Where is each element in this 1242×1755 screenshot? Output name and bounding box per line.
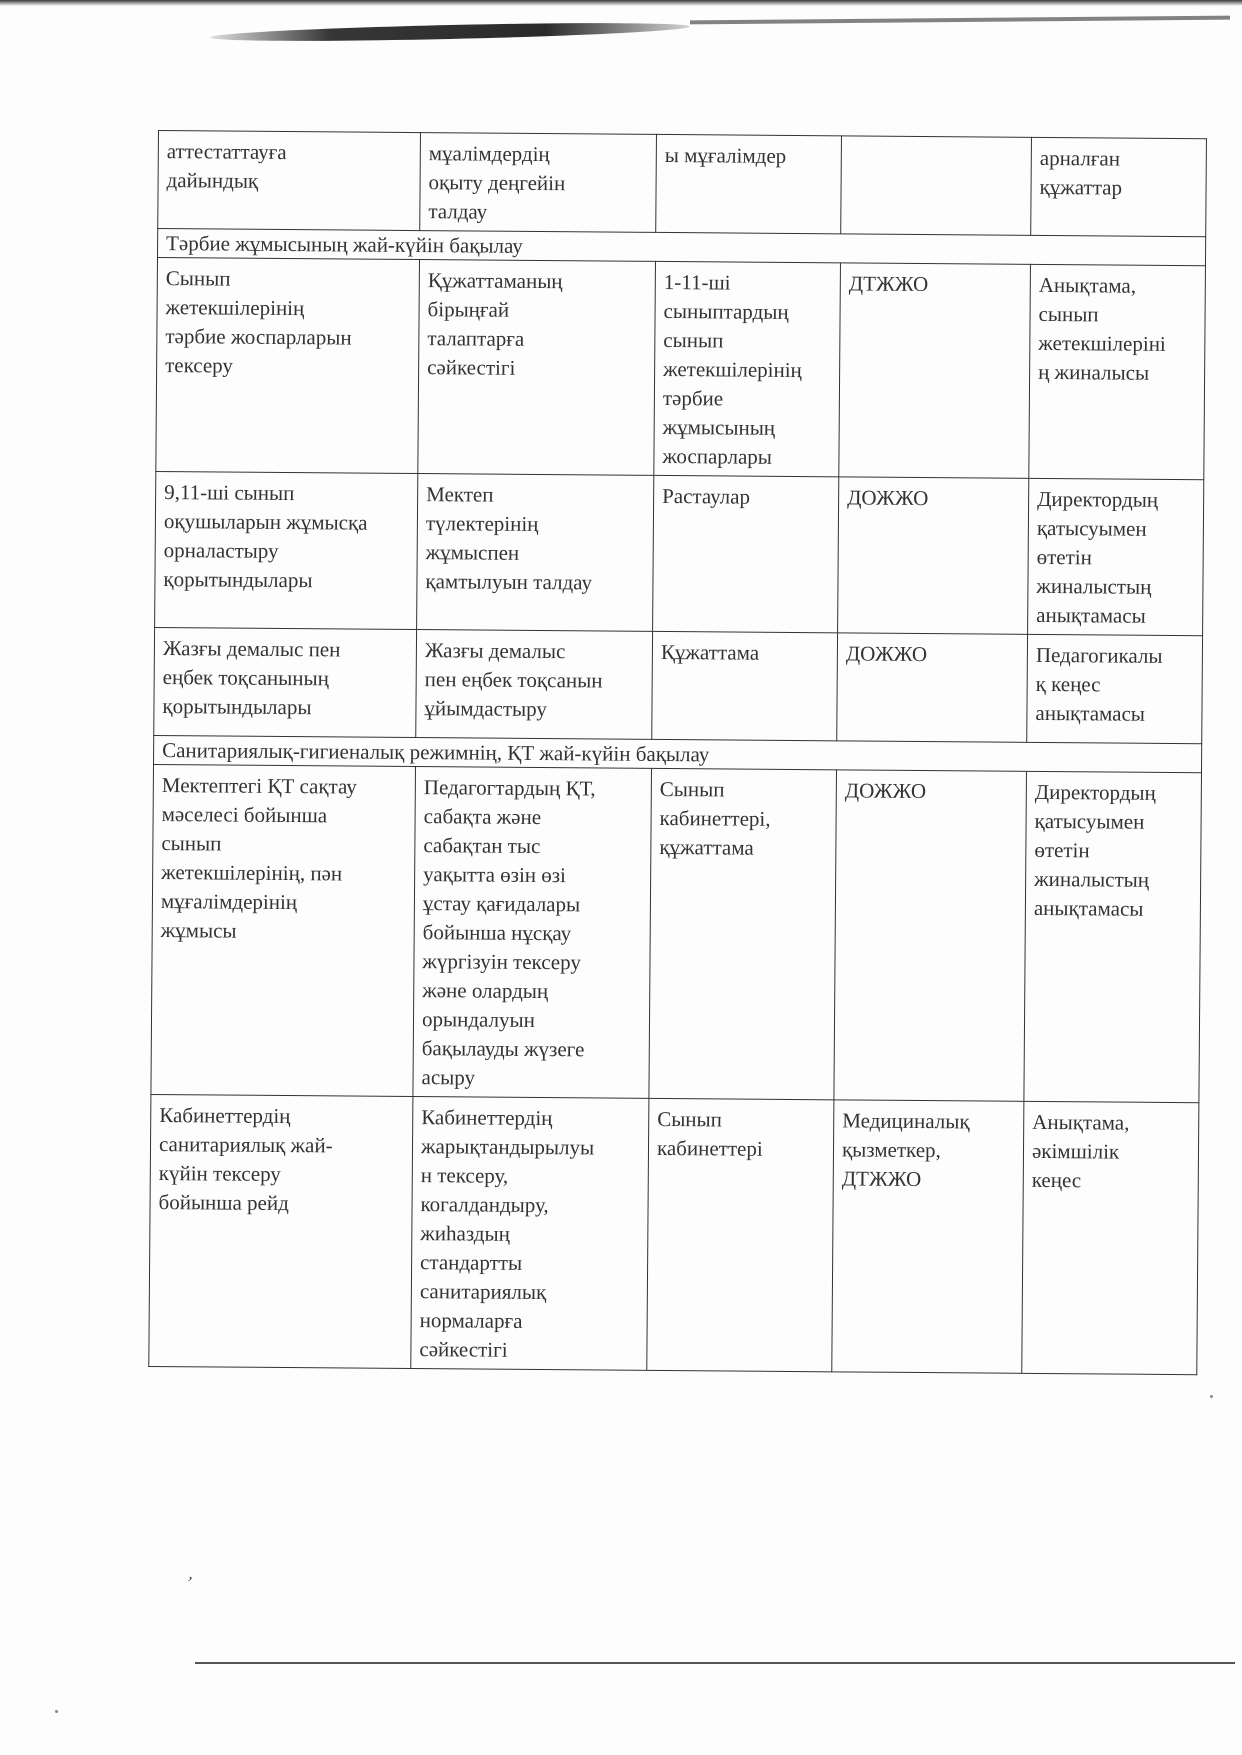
scan-top-edge xyxy=(0,0,1242,6)
scan-artifact-line xyxy=(690,16,1230,25)
table-cell: Растаулар xyxy=(653,475,839,632)
table-cell: ДТЖЖО xyxy=(839,263,1031,478)
table-row xyxy=(151,764,1202,1102)
table-cell: Директордың қатысуымен өтетін жиналыстың анықтамасы xyxy=(1024,771,1202,1102)
table-cell: Кабинеттердің жарықтандырылуы н тексеру, когалдандыру, жиһаздың стандартты санитариялық нормаларға сәйкестігі xyxy=(411,1097,649,1371)
table-cell: аттестаттауға дайындық xyxy=(158,131,421,231)
table-cell: Анықтама, әкімшілік кеңес xyxy=(1022,1101,1199,1374)
table-cell: Мектеп түлектерінің жұмыспен қамтылуын талдау xyxy=(417,474,654,632)
table-cell: Медициналық қызметкер, ДТЖЖО xyxy=(832,1100,1024,1373)
table-row xyxy=(155,471,1204,635)
section-heading: Тәрбие жұмысының жай-күйін бақылау xyxy=(157,229,1205,266)
section-heading: Санитариялық-гигиеналық режимнің, ҚТ жай-күйін бақылау xyxy=(154,735,1202,772)
table-cell: Педагогтардың ҚТ, сабақта және сабақтан тыс уақытта өзін өзі ұстау қағидалары бойынша нұсқау жүргізуін тексеру және олардың орындалуын бақылауды жүзеге асыру xyxy=(413,767,652,1099)
table-cell: Жазғы демалыс пен еңбек тоқсанының қорытындылары xyxy=(154,627,417,737)
table-cell: Сынып кабинеттері, құжаттама xyxy=(649,768,837,1099)
table-row xyxy=(156,258,1206,480)
table-row xyxy=(154,627,1203,743)
table-cell: мұалімдердің оқыту деңгейін талдау xyxy=(420,133,657,233)
table-cell: Педагогикалы қ кеңес анықтамасы xyxy=(1027,634,1203,743)
table-cell: Кабинеттердің санитариялық жай- күйін тексеру бойынша рейд xyxy=(149,1094,413,1368)
table-cell: Сынып кабинеттері xyxy=(647,1098,834,1371)
table-cell: 9,11-ші сынып оқушыларын жұмысқа орналастыру қорытындылары xyxy=(155,471,418,629)
table-cell: Жазғы демалыс пен еңбек тоқсанын ұйымдастыру xyxy=(416,630,653,740)
scan-mark: , xyxy=(186,1562,198,1584)
table-cell: ы мұғалімдер xyxy=(656,134,842,233)
table-cell: Директордың қатысуымен өтетін жиналыстың анықтамасы xyxy=(1028,478,1204,635)
scan-artifact-stroke xyxy=(210,20,690,45)
table-cell: ДОЖЖО xyxy=(834,770,1027,1101)
table-row xyxy=(158,131,1207,237)
table-cell: ДОЖЖО xyxy=(837,633,1028,742)
control-plan-table xyxy=(148,130,1207,1375)
table-cell: Сынып жетекшілерінің тәрбие жоспарларын тексеру xyxy=(156,258,420,474)
scan-speck xyxy=(55,1710,58,1713)
table-cell: Мектептегі ҚТ сақтау мәселесі бойынша сынып жетекшілерінің, пән мұғалімдерінің жұмысы xyxy=(151,764,416,1096)
table-cell: 1-11-ші сыныптардың сынып жетекшілерінің тәрбие жұмысының жоспарлары xyxy=(654,261,841,476)
table-cell: ДОЖЖО xyxy=(838,477,1029,634)
footer-rule xyxy=(195,1662,1235,1664)
table-cell: Құжаттама xyxy=(652,631,838,740)
table-cell: арналған құжаттар xyxy=(1031,137,1207,236)
table-row xyxy=(149,1094,1199,1374)
table-cell: Құжаттаманың бірыңғай талаптарға сәйкестігі xyxy=(418,260,656,476)
table-cell: Анықтама, сынып жетекшілерінi ң жиналысы xyxy=(1029,264,1206,479)
table-cell xyxy=(841,136,1032,235)
scan-speck xyxy=(1210,1395,1213,1398)
